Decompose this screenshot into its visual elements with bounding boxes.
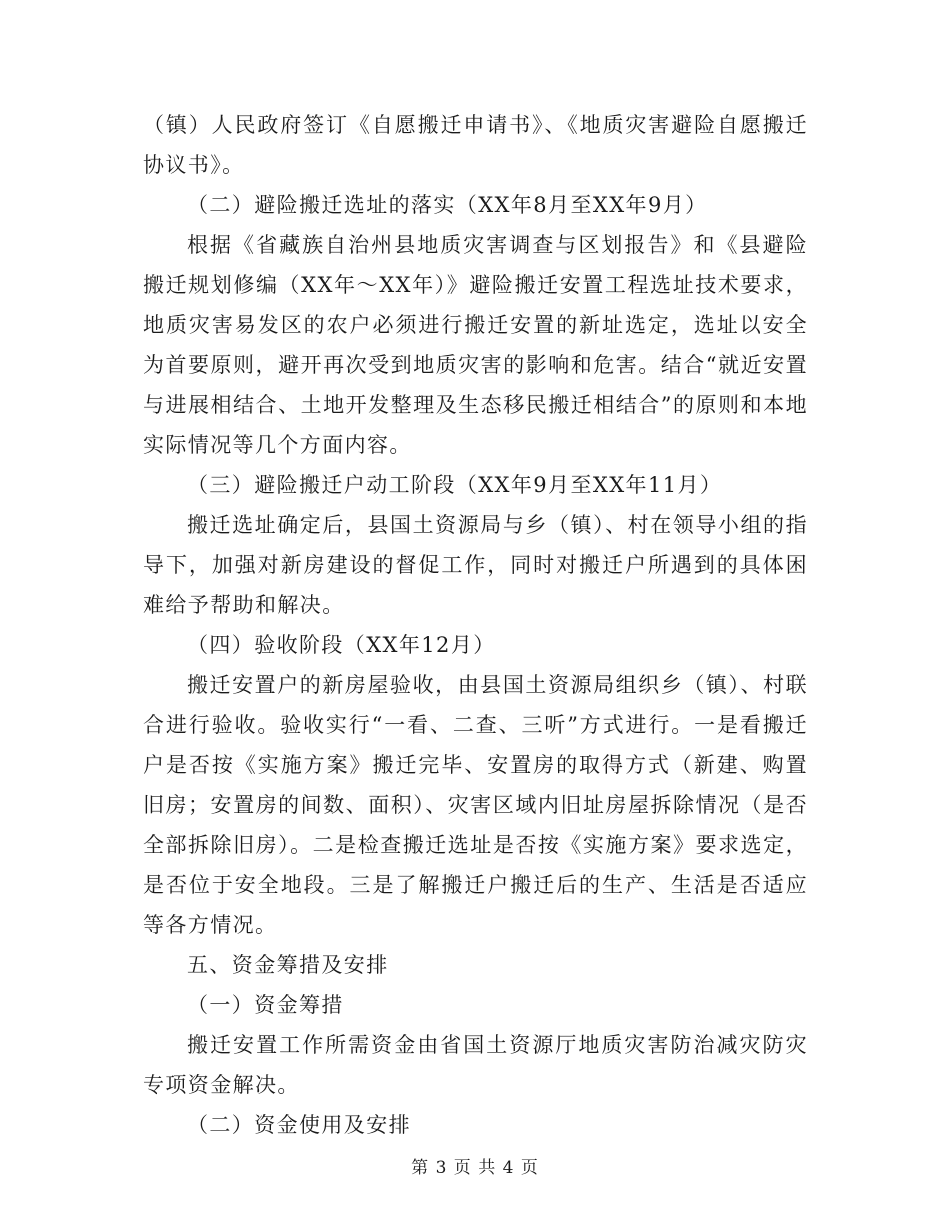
paragraph-fund-raising: 搬迁安置工作所需资金由省国土资源厅地质灾害防治减灾防灾专项资金解决。 [143,1033,808,1097]
paragraph-acceptance: 搬迁安置户的新房屋验收，由县国土资源局组织乡（镇）、村联合进行验收。验收实行“一看、二查、三听”方式进行。一是看搬迁户是否按《实施方案》搬迁完毕、安置房的取得方式（新建、购置旧房；安置房的间数、面积）、灾害区域内旧址房屋拆除情况（是否全部拆除旧房）。二是检查搬迁选址是否按《实施方案》要求选定，是否位于安全地段。三是了解搬迁户搬迁后的生产、生活是否适应等各方情况。 [143,673,808,937]
section-heading-funding: 五、资金筹措及安排 [187,953,389,977]
section-heading-site-selection: （二）避险搬迁选址的落实（XX年8月至XX年9月） [187,193,708,217]
subsection-heading-fund-raising: （一）资金筹措 [187,993,344,1017]
paragraph-construction: 搬迁选址确定后，县国土资源局与乡（镇）、村在领导小组的指导下，加强对新房建设的督促工作，同时对搬迁户所遇到的具体困难给予帮助和解决。 [143,513,808,617]
section-heading-acceptance: （四）验收阶段（XX年12月） [187,633,496,657]
document-body [143,105,808,1145]
paragraph-continuation: （镇）人民政府签订《自愿搬迁申请书》、《地质灾害避险自愿搬迁协议书》。 [143,113,808,177]
paragraph-site-selection: 根据《省藏族自治州县地质灾害调查与区划报告》和《县避险搬迁规划修编（XX年～XX年）》避险搬迁安置工程选址技术要求，地质灾害易发区的农户必须进行搬迁安置的新址选定，选址以安全为首要原则，避开再次受到地质灾害的影响和危害。结合“就近安置与进展相结合、土地开发整理及生态移民搬迁相结合”的原则和本地实际情况等几个方面内容。 [143,233,808,457]
subsection-heading-fund-use: （二）资金使用及安排 [187,1113,411,1137]
section-heading-construction: （三）避险搬迁户动工阶段（XX年9月至XX年11月） [187,473,723,497]
page-number-footer: 第 3 页 共 4 页 [411,1158,539,1178]
